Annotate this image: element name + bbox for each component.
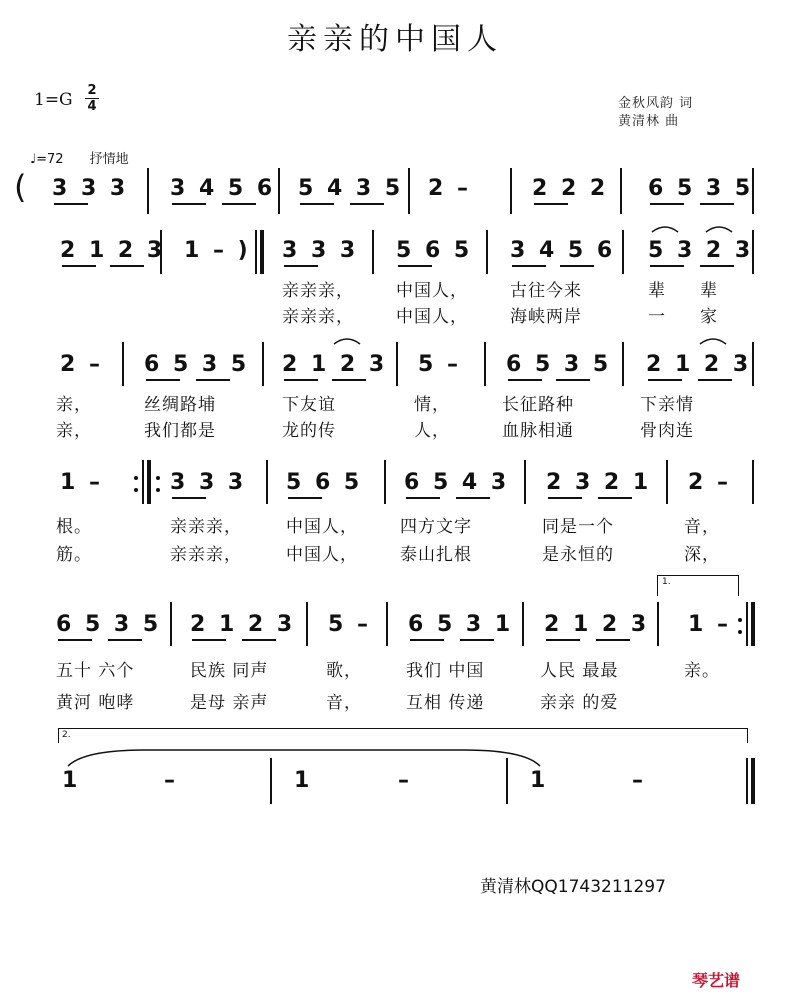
lyric-text: 是母 亲声 bbox=[190, 693, 269, 713]
lyric-text: 我们都是 bbox=[144, 421, 216, 441]
meter-top: 2 bbox=[87, 83, 97, 98]
measure-notes: 6 5 3 5 bbox=[56, 612, 162, 637]
measure-notes: 2 – bbox=[60, 352, 103, 377]
measure-notes: 1 bbox=[62, 768, 81, 793]
lyric-text: 黄河 咆哮 bbox=[56, 693, 135, 713]
key-signature: 1=G bbox=[34, 90, 73, 110]
composer-credit: 黄清林 曲 bbox=[618, 114, 680, 129]
lyric-text: 长征路种 bbox=[502, 395, 574, 415]
lyric-text: 互相 传递 bbox=[406, 693, 485, 713]
lyric-text: 亲。 bbox=[684, 661, 720, 681]
lyric-text: 人民 最最 bbox=[540, 661, 619, 681]
lyric-text: 歌， bbox=[326, 661, 362, 681]
lyric-text: 下亲情 bbox=[640, 395, 694, 415]
measure-notes: 6 5 3 5 bbox=[648, 176, 754, 201]
lyric-text: 泰山扎根 bbox=[400, 545, 472, 565]
lyric-text: 四方文字 bbox=[400, 517, 472, 537]
slur-mark bbox=[650, 220, 740, 234]
lyric-text: 根。 bbox=[56, 517, 92, 537]
measure-notes: 3 3 3 bbox=[52, 176, 129, 201]
measure-notes: 3 3 3 bbox=[170, 470, 247, 495]
lyric-text: 中国人， bbox=[286, 517, 358, 537]
lyric-text: 家 bbox=[700, 307, 718, 327]
measure-notes: 2 1 2 3 bbox=[544, 612, 650, 637]
measure-notes: 6 5 4 3 bbox=[404, 470, 510, 495]
lyric-text: 亲， bbox=[56, 421, 92, 441]
measure-notes: 5 6 5 bbox=[286, 470, 363, 495]
measure-notes: 1 – bbox=[688, 612, 731, 637]
measure-notes: 1 – bbox=[60, 470, 103, 495]
lyric-text: 骨肉连 bbox=[640, 421, 694, 441]
lyric-text: 中国人， bbox=[396, 307, 468, 327]
first-ending-label: 1. bbox=[662, 577, 671, 587]
meter-bottom: 4 bbox=[87, 99, 97, 114]
lyric-text: 海峡两岸 bbox=[510, 307, 582, 327]
page-title: 亲亲的中国人 bbox=[287, 22, 503, 57]
lyric-text: 亲， bbox=[56, 395, 92, 415]
site-logo: 琴艺谱 bbox=[692, 971, 741, 990]
measure-notes: 2 1 2 3 bbox=[190, 612, 296, 637]
lyric-text: 筋。 bbox=[56, 545, 92, 565]
lyric-text: 下友谊 bbox=[282, 395, 336, 415]
slur-mark bbox=[698, 332, 738, 346]
lyric-text: 是永恒的 bbox=[542, 545, 614, 565]
lyric-text: 中国人， bbox=[396, 281, 468, 301]
measure-notes: 5 6 5 bbox=[396, 238, 473, 263]
lyric-text: 丝绸路埔 bbox=[144, 395, 216, 415]
measure-notes: 1 bbox=[294, 768, 313, 793]
time-signature bbox=[85, 84, 99, 113]
measure-notes: 2 – bbox=[428, 176, 471, 201]
measure-notes: 5 – bbox=[418, 352, 461, 377]
tempo-value: ♩=72 bbox=[30, 152, 64, 167]
measure-notes: 2 3 2 1 bbox=[546, 470, 652, 495]
lyric-text: 深， bbox=[684, 545, 720, 565]
measure-notes: 1 – ) bbox=[184, 238, 251, 263]
measure-notes: 3 4 5 6 bbox=[170, 176, 276, 201]
measure-notes: 2 2 2 bbox=[532, 176, 609, 201]
measure-notes: 5 – bbox=[328, 612, 371, 637]
lyric-text: 我们 中国 bbox=[406, 661, 485, 681]
measure-notes: 3 4 5 6 bbox=[510, 238, 616, 263]
measure-notes: 5 4 3 5 bbox=[298, 176, 404, 201]
lyric-text: 古往今来 bbox=[510, 281, 582, 301]
lyric-text: 亲亲亲， bbox=[170, 545, 242, 565]
lyric-text: 一 bbox=[648, 307, 666, 327]
measure-notes: 2 1 2 3 bbox=[60, 238, 166, 263]
expression-mark: 抒情地 bbox=[89, 152, 129, 167]
measure-notes: 2 1 2 3 bbox=[646, 352, 752, 377]
measure-notes: 1 bbox=[530, 768, 549, 793]
lyric-text: 音， bbox=[326, 693, 362, 713]
lyric-text: 人， bbox=[414, 421, 450, 441]
measure-notes: – bbox=[398, 768, 412, 793]
lyric-text: 亲亲亲， bbox=[282, 307, 354, 327]
measure-notes: 3 3 3 bbox=[282, 238, 359, 263]
lyricist-credit: 金秋风韵 词 bbox=[618, 96, 694, 111]
slur-mark bbox=[332, 332, 372, 346]
lyric-text: 龙的传 bbox=[282, 421, 336, 441]
lyric-text: 亲亲亲， bbox=[170, 517, 242, 537]
lyric-text: 情， bbox=[414, 395, 450, 415]
measure-notes: 2 1 2 3 bbox=[282, 352, 388, 377]
lyric-text: 辈 bbox=[648, 281, 666, 301]
tie-mark bbox=[64, 746, 544, 770]
measure-notes: 6 5 3 5 bbox=[506, 352, 612, 377]
second-ending-bracket bbox=[58, 728, 748, 743]
author-contact: 黄清林QQ1743211297 bbox=[480, 877, 666, 897]
tempo-marking bbox=[30, 148, 129, 167]
lyric-text: 民族 同声 bbox=[190, 661, 269, 681]
open-parenthesis: ( bbox=[14, 168, 27, 206]
lyric-text: 血脉相通 bbox=[502, 421, 574, 441]
lyric-text: 亲亲亲， bbox=[282, 281, 354, 301]
measure-notes: 6 5 3 1 bbox=[408, 612, 514, 637]
measure-notes: 6 5 3 5 bbox=[144, 352, 250, 377]
lyric-text: 亲亲 的爱 bbox=[540, 693, 619, 713]
lyric-text: 辈 bbox=[700, 281, 718, 301]
lyric-text: 同是一个 bbox=[542, 517, 614, 537]
lyric-text: 中国人， bbox=[286, 545, 358, 565]
lyric-text: 音， bbox=[684, 517, 720, 537]
measure-notes: – bbox=[164, 768, 178, 793]
second-ending-label: 2. bbox=[62, 730, 71, 740]
lyric-text: 五十 六个 bbox=[56, 661, 135, 681]
measure-notes: – bbox=[632, 768, 646, 793]
measure-notes: 2 – bbox=[688, 470, 731, 495]
measure-notes: 5 3 2 3 bbox=[648, 238, 754, 263]
